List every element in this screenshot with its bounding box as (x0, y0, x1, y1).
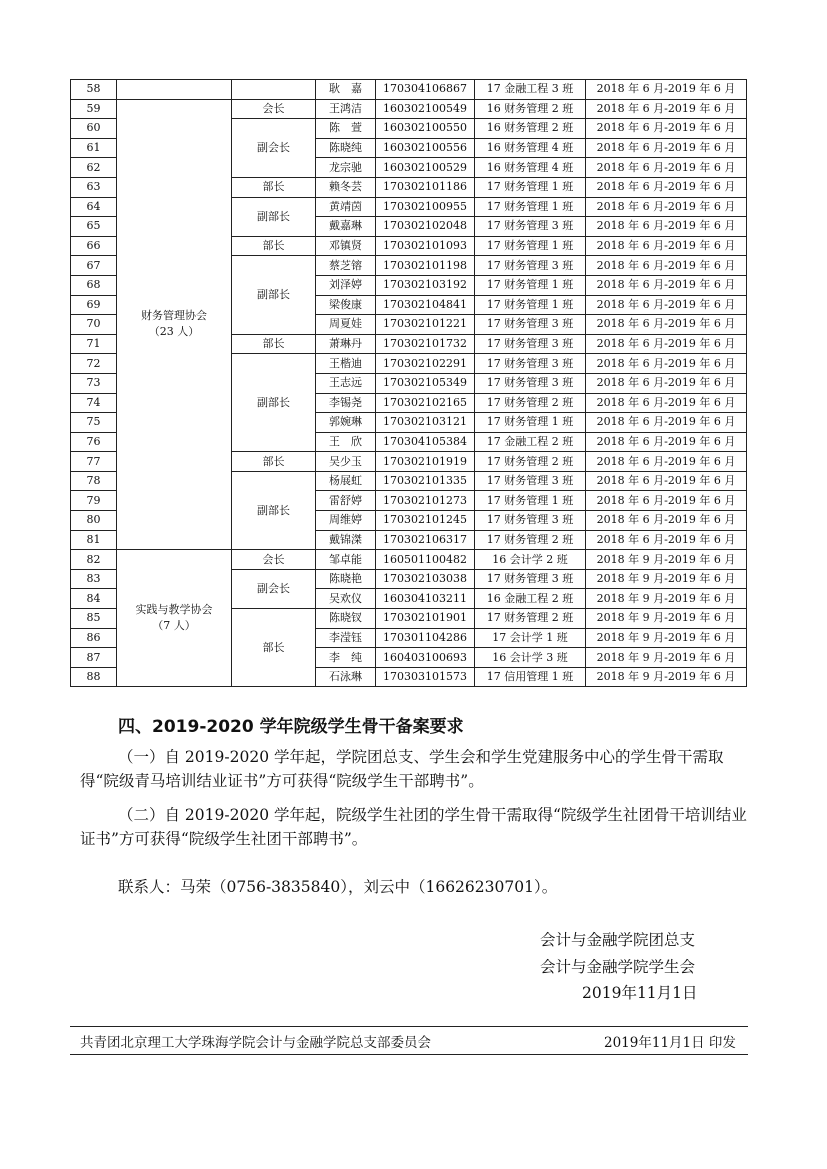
cell-student_id: 170302102291 (376, 354, 475, 374)
cell-term: 2018 年 9 月-2019 年 6 月 (586, 609, 747, 629)
cell-name: 陈晓纯 (316, 138, 376, 158)
cell-name: 郭婉琳 (316, 413, 376, 433)
cell-role: 副会长 (232, 569, 316, 608)
cell-class: 17 财务管理 1 班 (475, 275, 586, 295)
cell-class: 17 财务管理 1 班 (475, 236, 586, 256)
cell-student_id: 170302101093 (376, 236, 475, 256)
cell-student_id: 170302101901 (376, 609, 475, 629)
cell-term: 2018 年 9 月-2019 年 6 月 (586, 550, 747, 570)
signature-org-2: 会计与金融学院学生会 (540, 958, 696, 976)
cell-no: 74 (71, 393, 117, 413)
requirement-paragraph-1: （一）自 2019-2020 学年起，学院团总支、学生会和学生党建服务中心的学生骨干需取得“院级青马培训结业证书”方可获得“院级学生干部聘书”。 (80, 748, 724, 790)
cell-role: 副部长 (232, 354, 316, 452)
cell-class: 16 财务管理 4 班 (475, 138, 586, 158)
cell-term: 2018 年 9 月-2019 年 6 月 (586, 648, 747, 668)
cell-class: 17 财务管理 3 班 (475, 256, 586, 276)
cell-term: 2018 年 6 月-2019 年 6 月 (586, 197, 747, 217)
cell-name: 梁俊康 (316, 295, 376, 315)
cell-term: 2018 年 6 月-2019 年 6 月 (586, 295, 747, 315)
cell-student_id: 170302106317 (376, 530, 475, 550)
cell-no: 61 (71, 138, 117, 158)
contact-line: 联系人：马荣（0756-3835840），刘云中（16626230701）。 (118, 878, 558, 896)
cell-class: 17 财务管理 3 班 (475, 511, 586, 531)
cell-name: 刘泽婷 (316, 275, 376, 295)
cell-class: 17 财务管理 1 班 (475, 177, 586, 197)
cell-class: 17 金融工程 3 班 (475, 80, 586, 100)
cell-name: 耿 嘉 (316, 80, 376, 100)
cell-class: 16 金融工程 2 班 (475, 589, 586, 609)
cell-name: 王鸿洁 (316, 99, 376, 119)
cell-role: 部长 (232, 236, 316, 256)
cell-role: 副部长 (232, 256, 316, 334)
cell-term: 2018 年 6 月-2019 年 6 月 (586, 373, 747, 393)
cell-no: 87 (71, 648, 117, 668)
cell-student_id: 160403100693 (376, 648, 475, 668)
cell-term: 2018 年 6 月-2019 年 6 月 (586, 80, 747, 100)
cell-student_id: 170303101573 (376, 667, 475, 687)
footer-rule-bottom (70, 1054, 748, 1055)
cell-no: 70 (71, 315, 117, 335)
cell-student_id: 170302102048 (376, 217, 475, 237)
cell-no: 78 (71, 471, 117, 491)
cell-term: 2018 年 6 月-2019 年 6 月 (586, 256, 747, 276)
cell-name: 李锡尧 (316, 393, 376, 413)
cell-name: 萧琳丹 (316, 334, 376, 354)
cell-student_id: 170302101732 (376, 334, 475, 354)
cell-no: 82 (71, 550, 117, 570)
org-name: 财务管理协会 (141, 309, 207, 323)
signature-org-1: 会计与金融学院团总支 (540, 931, 696, 949)
cell-name: 周维婷 (316, 511, 376, 531)
cell-no: 66 (71, 236, 117, 256)
cell-org (117, 550, 232, 687)
cell-role: 副部长 (232, 471, 316, 549)
cell-role: 会长 (232, 550, 316, 570)
cell-class: 17 财务管理 3 班 (475, 354, 586, 374)
cell-no: 81 (71, 530, 117, 550)
cell-class: 17 信用管理 1 班 (475, 667, 586, 687)
cell-class: 17 财务管理 3 班 (475, 569, 586, 589)
cell-term: 2018 年 9 月-2019 年 6 月 (586, 589, 747, 609)
cell-student_id: 170304105384 (376, 432, 475, 452)
cell-name: 陈晓艳 (316, 569, 376, 589)
cell-term: 2018 年 6 月-2019 年 6 月 (586, 99, 747, 119)
table-row (71, 80, 747, 100)
cell-no: 58 (71, 80, 117, 100)
cell-name: 周夏娃 (316, 315, 376, 335)
cell-student_id: 160304103211 (376, 589, 475, 609)
cell-class: 16 财务管理 4 班 (475, 158, 586, 178)
cell-no: 75 (71, 413, 117, 433)
cell-no: 68 (71, 275, 117, 295)
cell-role: 会长 (232, 99, 316, 119)
footer-rule-top (70, 1026, 748, 1027)
cell-no: 79 (71, 491, 117, 511)
cell-class: 17 财务管理 1 班 (475, 295, 586, 315)
cell-student_id: 160302100529 (376, 158, 475, 178)
cell-term: 2018 年 9 月-2019 年 6 月 (586, 628, 747, 648)
cell-class: 16 财务管理 2 班 (475, 119, 586, 139)
cell-name: 戴锦滐 (316, 530, 376, 550)
cell-org (117, 99, 232, 550)
cell-role: 副部长 (232, 197, 316, 236)
cell-no: 77 (71, 452, 117, 472)
cell-no: 65 (71, 217, 117, 237)
cell-student_id: 170302100955 (376, 197, 475, 217)
cell-role: 部长 (232, 609, 316, 687)
cell-name: 邹卓能 (316, 550, 376, 570)
cell-term: 2018 年 9 月-2019 年 6 月 (586, 667, 747, 687)
org-member-count: （7 人） (152, 619, 196, 633)
cell-no: 80 (71, 511, 117, 531)
cell-class: 17 财务管理 3 班 (475, 315, 586, 335)
cell-name: 龙宗驰 (316, 158, 376, 178)
cell-student_id: 160501100482 (376, 550, 475, 570)
cell-class: 17 财务管理 3 班 (475, 471, 586, 491)
cell-org (117, 80, 232, 100)
cell-term: 2018 年 6 月-2019 年 6 月 (586, 413, 747, 433)
cell-class: 16 会计学 2 班 (475, 550, 586, 570)
cell-role: 副会长 (232, 119, 316, 178)
cell-term: 2018 年 6 月-2019 年 6 月 (586, 158, 747, 178)
cell-name: 王楷迪 (316, 354, 376, 374)
cell-student_id: 160302100556 (376, 138, 475, 158)
cell-role: 部长 (232, 334, 316, 354)
cell-name: 戴嘉琳 (316, 217, 376, 237)
section-heading: 四、2019-2020 学年院级学生骨干备案要求 (118, 717, 464, 737)
cell-name: 李 纯 (316, 648, 376, 668)
cell-term: 2018 年 6 月-2019 年 6 月 (586, 217, 747, 237)
cell-name: 雷舒婷 (316, 491, 376, 511)
cell-student_id: 170304106867 (376, 80, 475, 100)
cell-no: 73 (71, 373, 117, 393)
cell-class: 17 财务管理 1 班 (475, 197, 586, 217)
cell-name: 王志远 (316, 373, 376, 393)
cell-term: 2018 年 6 月-2019 年 6 月 (586, 334, 747, 354)
cell-student_id: 170302101273 (376, 491, 475, 511)
cell-student_id: 170302103038 (376, 569, 475, 589)
cell-student_id: 170301104286 (376, 628, 475, 648)
cell-class: 17 财务管理 3 班 (475, 373, 586, 393)
cell-name: 石泳琳 (316, 667, 376, 687)
table-row (71, 550, 747, 570)
signature-date: 2019年11月1日 (582, 984, 698, 1002)
cell-name: 陈晓钗 (316, 609, 376, 629)
cell-student_id: 170302101221 (376, 315, 475, 335)
cell-term: 2018 年 6 月-2019 年 6 月 (586, 511, 747, 531)
cell-student_id: 170302101919 (376, 452, 475, 472)
cell-name: 李滢钰 (316, 628, 376, 648)
cell-class: 17 财务管理 2 班 (475, 530, 586, 550)
cell-student_id: 170302103121 (376, 413, 475, 433)
cell-class: 17 财务管理 2 班 (475, 393, 586, 413)
cell-class: 17 财务管理 3 班 (475, 334, 586, 354)
cell-class: 17 财务管理 3 班 (475, 217, 586, 237)
cell-no: 69 (71, 295, 117, 315)
cell-term: 2018 年 6 月-2019 年 6 月 (586, 393, 747, 413)
cell-term: 2018 年 6 月-2019 年 6 月 (586, 471, 747, 491)
cell-term: 2018 年 6 月-2019 年 6 月 (586, 275, 747, 295)
cell-term: 2018 年 6 月-2019 年 6 月 (586, 354, 747, 374)
footer-issue-date: 2019年11月1日 印发 (604, 1035, 736, 1051)
cell-no: 62 (71, 158, 117, 178)
cadre-roster-table (70, 79, 747, 687)
cell-no: 84 (71, 589, 117, 609)
cell-class: 16 会计学 3 班 (475, 648, 586, 668)
cell-class: 17 会计学 1 班 (475, 628, 586, 648)
cell-no: 71 (71, 334, 117, 354)
cell-student_id: 170302103192 (376, 275, 475, 295)
cell-term: 2018 年 6 月-2019 年 6 月 (586, 177, 747, 197)
table-row (71, 99, 747, 119)
cell-class: 17 财务管理 2 班 (475, 609, 586, 629)
cell-term: 2018 年 6 月-2019 年 6 月 (586, 432, 747, 452)
cell-student_id: 170302104841 (376, 295, 475, 315)
cell-term: 2018 年 6 月-2019 年 6 月 (586, 315, 747, 335)
cell-class: 16 财务管理 2 班 (475, 99, 586, 119)
cell-student_id: 170302102165 (376, 393, 475, 413)
cell-term: 2018 年 6 月-2019 年 6 月 (586, 236, 747, 256)
org-name: 实践与教学协会 (135, 603, 213, 617)
cell-student_id: 160302100550 (376, 119, 475, 139)
cell-no: 86 (71, 628, 117, 648)
cell-name: 赖冬芸 (316, 177, 376, 197)
cell-no: 63 (71, 177, 117, 197)
cell-no: 88 (71, 667, 117, 687)
cell-term: 2018 年 6 月-2019 年 6 月 (586, 452, 747, 472)
cell-name: 吴少玉 (316, 452, 376, 472)
org-member-count: （23 人） (148, 325, 200, 339)
cell-class: 17 财务管理 2 班 (475, 452, 586, 472)
cell-role (232, 80, 316, 100)
cell-name: 陈 萱 (316, 119, 376, 139)
cell-term: 2018 年 6 月-2019 年 6 月 (586, 119, 747, 139)
cell-term: 2018 年 9 月-2019 年 6 月 (586, 569, 747, 589)
cell-term: 2018 年 6 月-2019 年 6 月 (586, 530, 747, 550)
cell-role: 部长 (232, 177, 316, 197)
cell-name: 杨展虹 (316, 471, 376, 491)
cell-no: 72 (71, 354, 117, 374)
cell-name: 邓镇贤 (316, 236, 376, 256)
cell-student_id: 170302101245 (376, 511, 475, 531)
cell-no: 76 (71, 432, 117, 452)
cell-student_id: 170302101186 (376, 177, 475, 197)
cell-no: 64 (71, 197, 117, 217)
cell-no: 60 (71, 119, 117, 139)
cell-role: 部长 (232, 452, 316, 472)
cell-no: 83 (71, 569, 117, 589)
cell-student_id: 170302101335 (376, 471, 475, 491)
cell-class: 17 金融工程 2 班 (475, 432, 586, 452)
cell-no: 85 (71, 609, 117, 629)
cell-name: 吴欢仪 (316, 589, 376, 609)
cell-no: 59 (71, 99, 117, 119)
cell-student_id: 170302101198 (376, 256, 475, 276)
cell-student_id: 160302100549 (376, 99, 475, 119)
requirement-paragraph-2: （二）自 2019-2020 学年起，院级学生社团的学生骨干需取得“院级学生社团骨干培训结业证书”方可获得“院级学生社团干部聘书”。 (80, 806, 747, 848)
cell-name: 蔡芝镕 (316, 256, 376, 276)
cell-name: 黄靖茵 (316, 197, 376, 217)
cell-class: 17 财务管理 1 班 (475, 491, 586, 511)
cell-class: 17 财务管理 1 班 (475, 413, 586, 433)
cell-no: 67 (71, 256, 117, 276)
footer-issuer: 共青团北京理工大学珠海学院会计与金融学院总支部委员会 (80, 1035, 431, 1051)
cell-name: 王 欣 (316, 432, 376, 452)
cell-term: 2018 年 6 月-2019 年 6 月 (586, 138, 747, 158)
cell-term: 2018 年 6 月-2019 年 6 月 (586, 491, 747, 511)
cell-student_id: 170302105349 (376, 373, 475, 393)
